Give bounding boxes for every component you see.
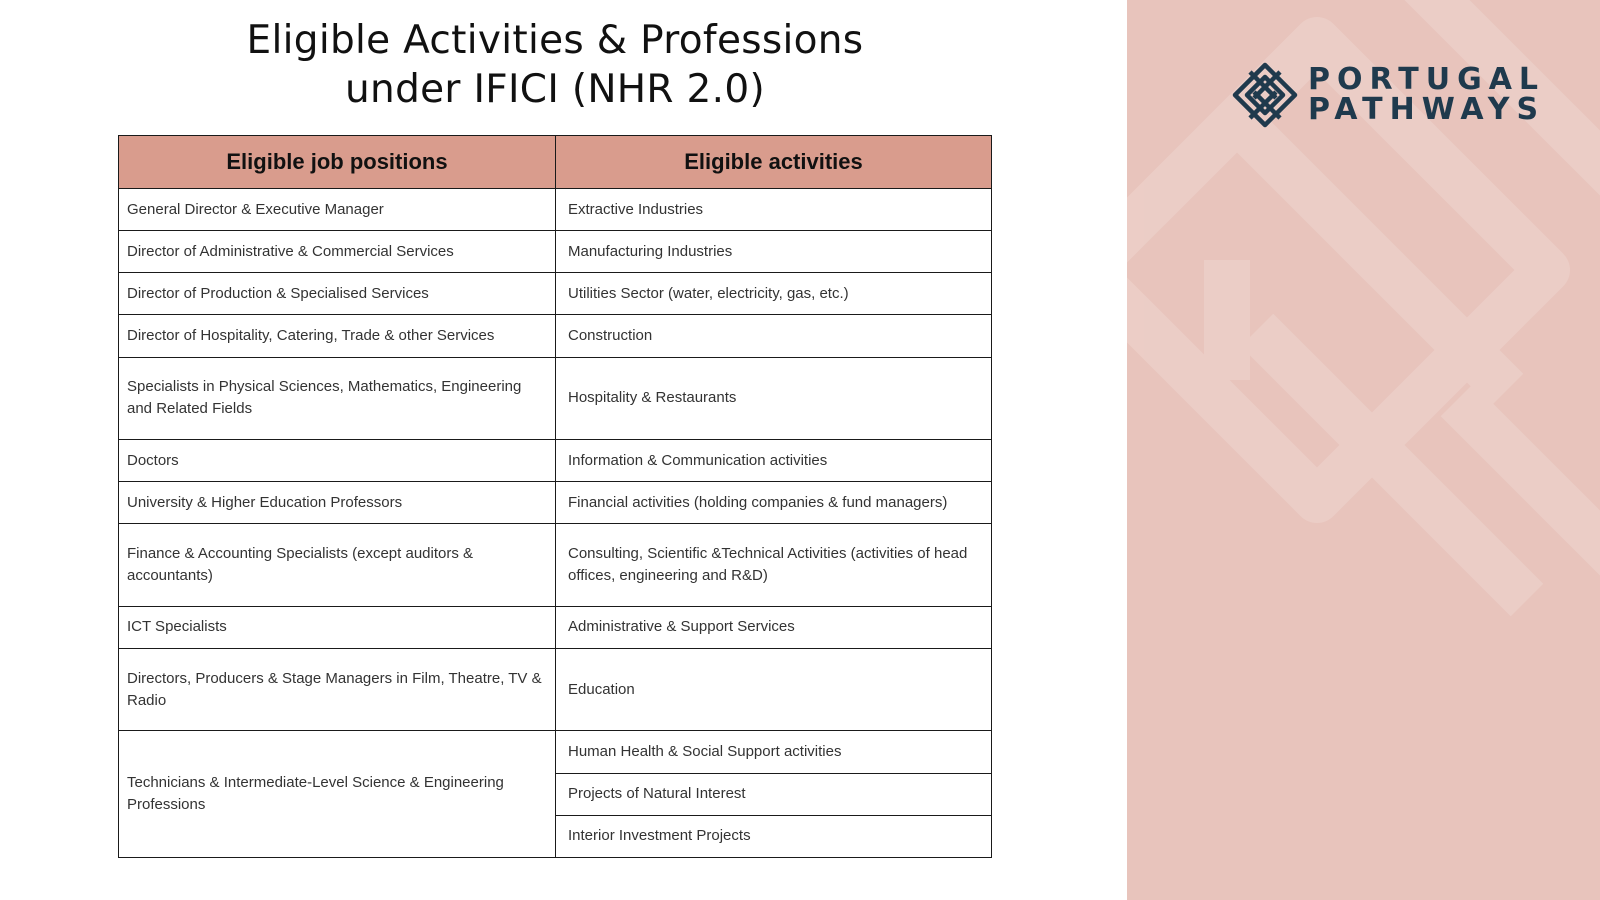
job-position-cell: University & Higher Education Professors <box>119 482 556 524</box>
table-row <box>119 648 992 730</box>
activity-cell: Interior Investment Projects <box>556 815 992 857</box>
column-header-job-positions: Eligible job positions <box>119 136 556 189</box>
page-title-line-2: under IFICI (NHR 2.0) <box>345 67 765 112</box>
activity-cell: Projects of Natural Interest <box>556 773 992 815</box>
job-position-cell: Director of Hospitality, Catering, Trade & other Services <box>119 315 556 357</box>
table-row <box>119 524 992 606</box>
interlocking-diamond-logo-icon <box>1232 62 1298 128</box>
job-position-cell: Director of Production & Specialised Services <box>119 273 556 315</box>
activity-cell: Administrative & Support Services <box>556 606 992 648</box>
brand-logo <box>1232 62 1545 128</box>
activity-cell: Consulting, Scientific &Technical Activities (activities of head offices, engineering and R&D) <box>556 524 992 606</box>
job-position-cell: General Director & Executive Manager <box>119 189 556 231</box>
table-header-row <box>119 136 992 189</box>
job-position-cell: Directors, Producers & Stage Managers in Film, Theatre, TV & Radio <box>119 648 556 730</box>
brand-wordmark <box>1308 62 1546 127</box>
table-row <box>119 315 992 357</box>
job-position-cell: Doctors <box>119 440 556 482</box>
job-position-cell: Technicians & Intermediate-Level Science & Engineering Professions <box>119 731 556 858</box>
brand-wordmark-line-1: PORTUGAL <box>1308 62 1546 97</box>
table-row <box>119 357 992 439</box>
table-row <box>119 482 992 524</box>
activity-cell: Education <box>556 648 992 730</box>
table-row <box>119 440 992 482</box>
job-position-cell: Director of Administrative & Commercial Services <box>119 231 556 273</box>
activity-cell: Human Health & Social Support activities <box>556 731 992 773</box>
activity-cell: Hospitality & Restaurants <box>556 357 992 439</box>
activity-cell: Extractive Industries <box>556 189 992 231</box>
activity-cell: Information & Communication activities <box>556 440 992 482</box>
table-row <box>119 231 992 273</box>
job-position-cell: ICT Specialists <box>119 606 556 648</box>
column-header-activities: Eligible activities <box>556 136 992 189</box>
activity-cell: Financial activities (holding companies & fund managers) <box>556 482 992 524</box>
watermark-pattern-icon <box>1127 0 1600 900</box>
activity-cell: Utilities Sector (water, electricity, gas, etc.) <box>556 273 992 315</box>
activity-cell: Manufacturing Industries <box>556 231 992 273</box>
page-title <box>117 16 993 114</box>
table-row <box>119 189 992 231</box>
table-row <box>119 731 992 773</box>
brand-wordmark-line-2: PATHWAYS <box>1308 92 1546 127</box>
eligibility-table <box>118 135 992 858</box>
page-title-line-1: Eligible Activities & Professions <box>246 18 864 63</box>
table-row <box>119 606 992 648</box>
job-position-cell: Finance & Accounting Specialists (except auditors & accountants) <box>119 524 556 606</box>
job-position-cell: Specialists in Physical Sciences, Mathematics, Engineering and Related Fields <box>119 357 556 439</box>
table-row <box>119 273 992 315</box>
decorative-side-panel <box>1127 0 1600 900</box>
activity-cell: Construction <box>556 315 992 357</box>
